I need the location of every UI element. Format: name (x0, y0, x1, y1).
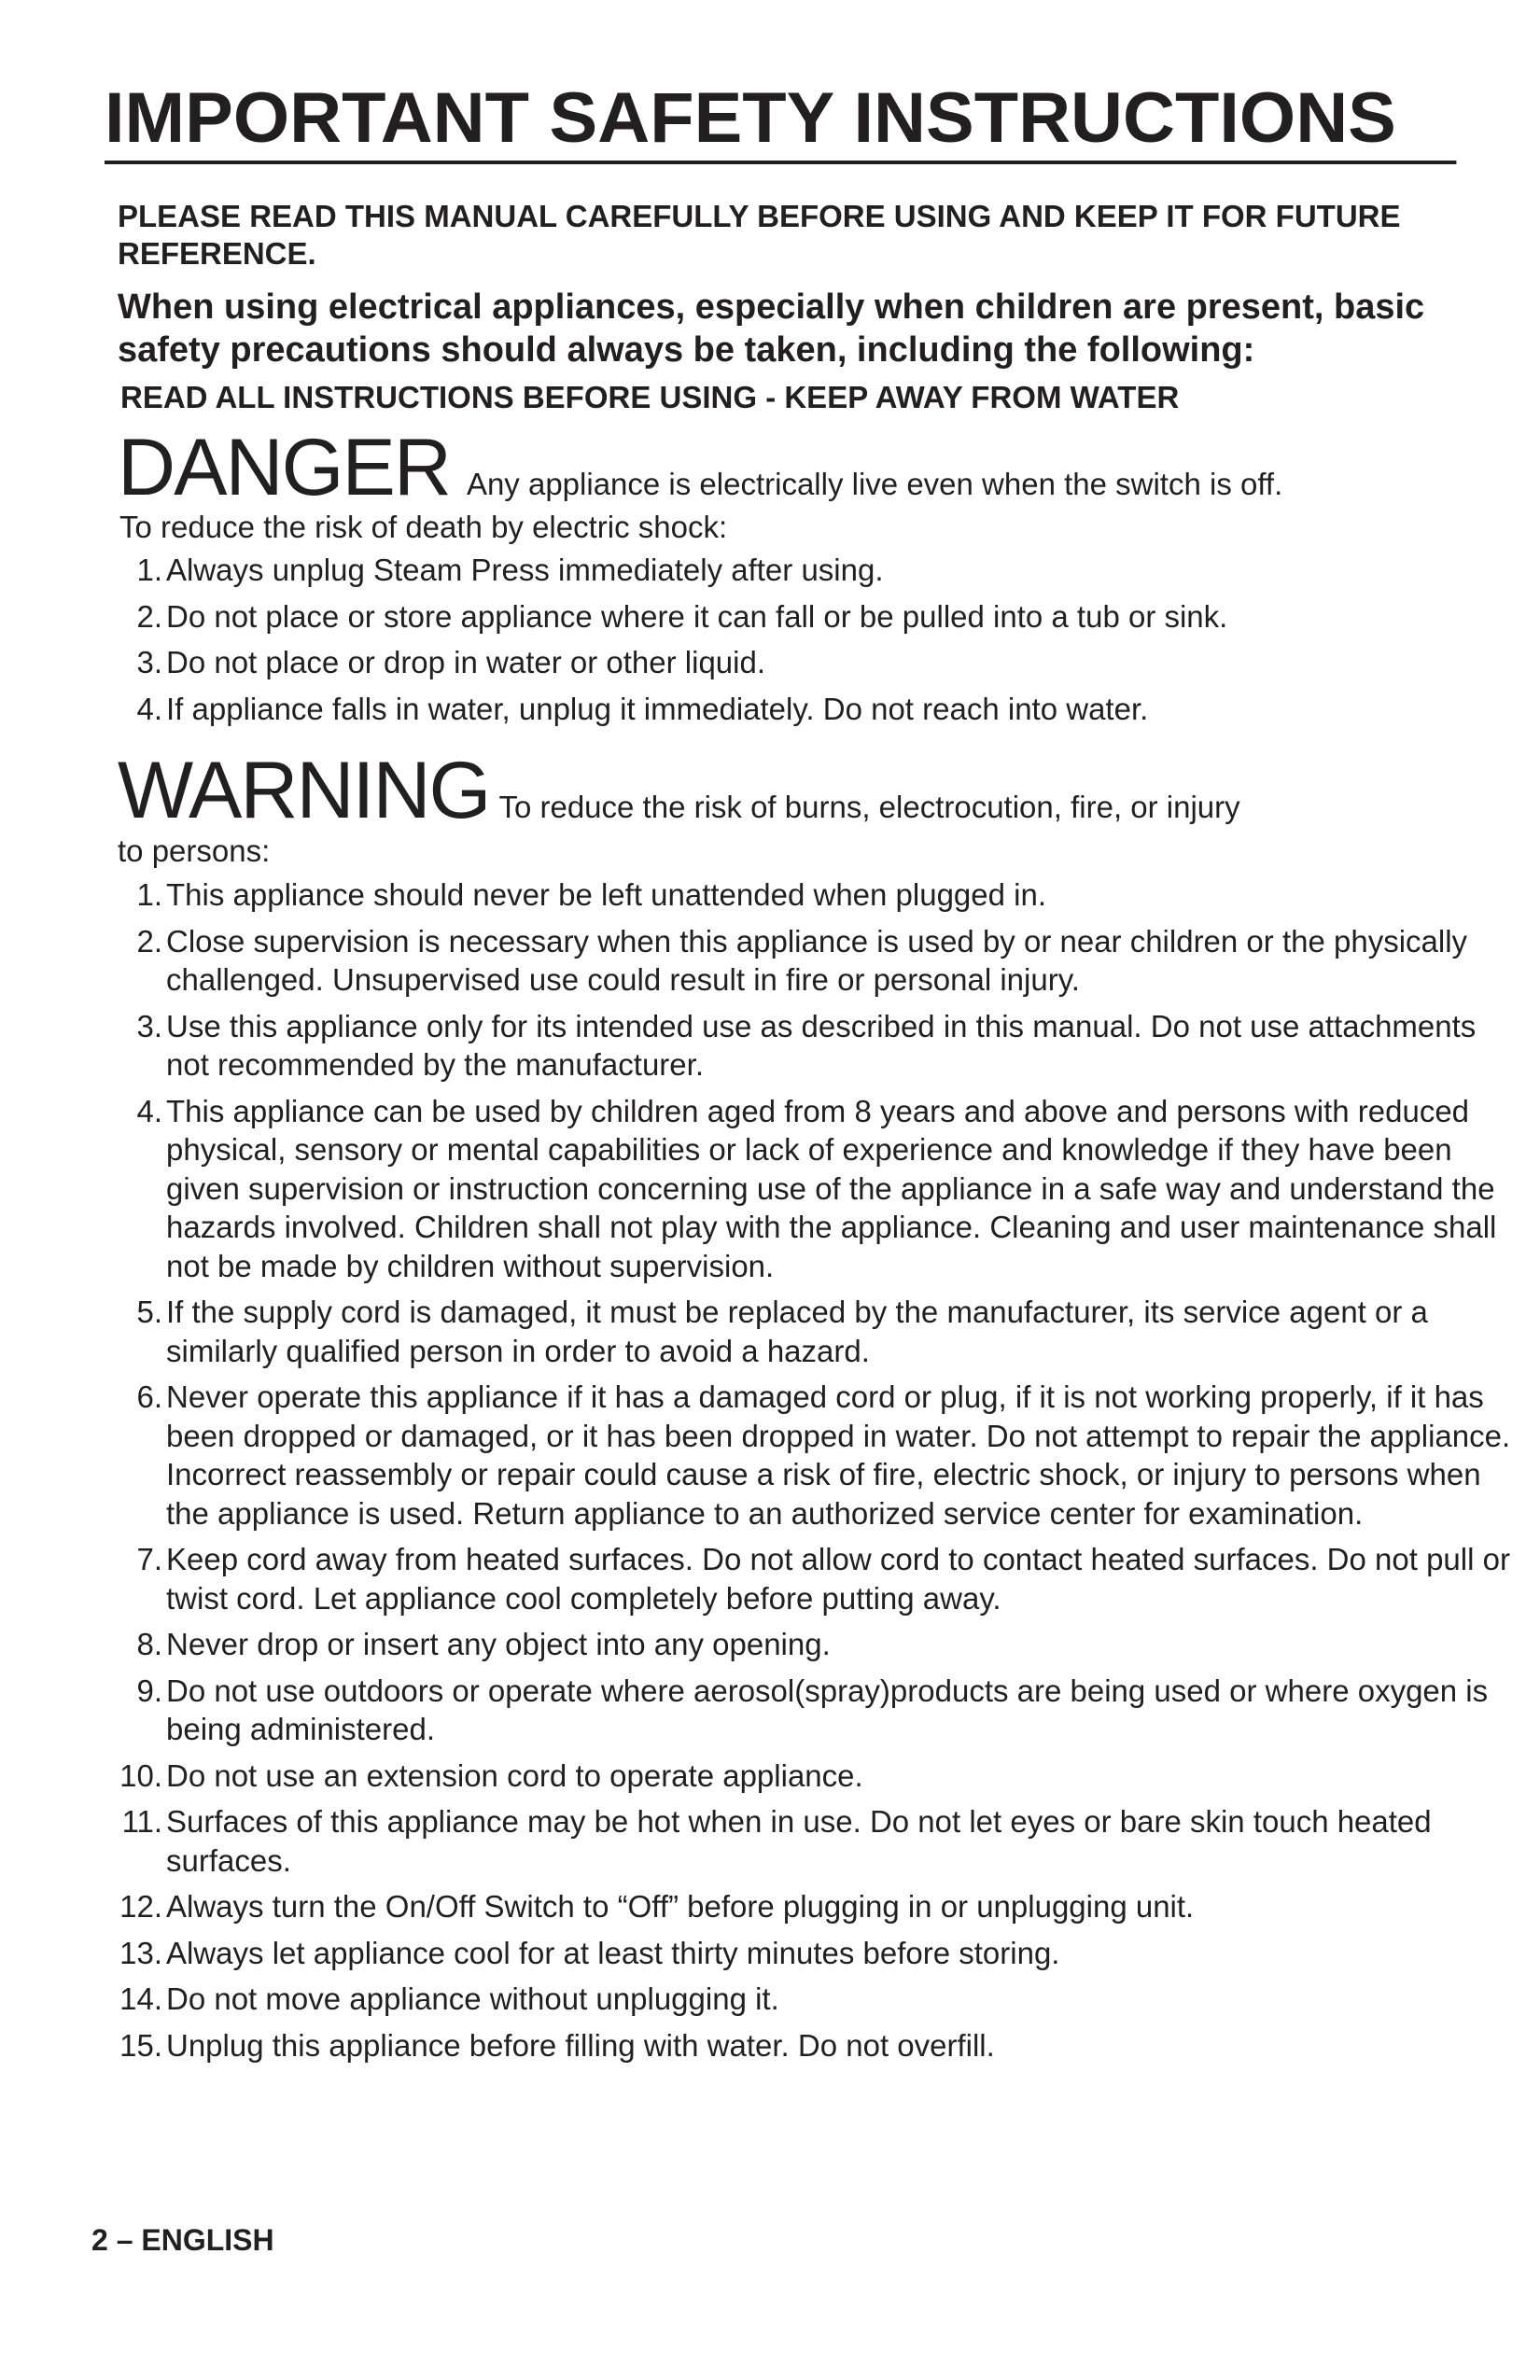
warning-heading-row (118, 746, 1430, 835)
list-item-text: Keep cord away from heated surfaces. Do not allow cord to contact heated surfaces. Do not pull or twist cord. Let appliance cool completely before putting away. (166, 1542, 1510, 1616)
list-item-text: If appliance falls in water, unplug it immediately. Do not reach into water. (166, 691, 1149, 726)
list-item-number: 1. (136, 553, 162, 587)
list-item (105, 1540, 1519, 1617)
list-item-number: 12. (119, 1889, 162, 1924)
list-item-number: 7. (136, 1542, 162, 1576)
list-item-number: 3. (136, 1008, 162, 1043)
list-item-text: Do not move appliance without unplugging it. (166, 1981, 779, 2016)
list-item (105, 1887, 1519, 1926)
list-item-number: 4. (136, 1093, 162, 1128)
list-item-number: 8. (136, 1627, 162, 1661)
list-item-number: 15. (119, 2027, 162, 2063)
list-item-text: Close supervision is necessary when this appliance is used by or near children or the physically challenged. Unsupervised use could result in fire or personal injury. (166, 923, 1468, 997)
list-item (105, 551, 1519, 590)
list-item-text: Always let appliance cool for at least thirty minutes before storing. (166, 1935, 1060, 1970)
list-item-number: 6. (136, 1379, 162, 1414)
list-item-number: 3. (136, 645, 162, 679)
list-item (105, 922, 1519, 1000)
page-title: IMPORTANT SAFETY INSTRUCTIONS (105, 82, 1456, 164)
list-item (105, 643, 1519, 682)
list-item (105, 690, 1519, 729)
list-item (105, 2026, 1519, 2065)
list-item-text: Do not place or drop in water or other liquid. (166, 645, 766, 679)
list-item-number: 1. (136, 877, 162, 912)
list-item (105, 1007, 1519, 1085)
list-item (105, 1934, 1519, 1973)
warning-continuation: to persons: (118, 833, 271, 868)
list-item (105, 1092, 1519, 1286)
list-item-number: 9. (136, 1673, 162, 1708)
warning-heading: WARNING (118, 746, 490, 835)
list-item-number: 2. (136, 598, 162, 634)
document-page (105, 78, 1511, 2072)
list-item-number: 5. (136, 1295, 162, 1329)
list-item-number: 14. (119, 1981, 162, 2016)
danger-heading-text: Any appliance is electrically live even when the switch is off. (466, 467, 1283, 501)
danger-lead: To reduce the risk of death by electric shock: (119, 510, 728, 544)
read-manual-notice: PLEASE READ THIS MANUAL CAREFULLY BEFORE USING AND KEEP IT FOR FUTURE REFERENCE. (118, 199, 1401, 271)
list-item (105, 1802, 1519, 1880)
list-item-number: 2. (136, 923, 162, 959)
precautions-paragraph: When using electrical appliances, especially when children are present, basic safety precautions should always be taken, including the following: (118, 287, 1425, 370)
list-item-number: 11. (121, 1804, 162, 1839)
list-item (105, 1293, 1519, 1370)
list-item-number: 10. (119, 1757, 162, 1793)
danger-heading: DANGER (118, 423, 450, 512)
list-item-text: This appliance should never be left unattended when plugged in. (166, 877, 1047, 912)
list-item (105, 1625, 1519, 1664)
list-item (105, 1757, 1519, 1796)
warning-heading-text: To reduce the risk of burns, electrocution, fire, or injury (498, 790, 1240, 824)
list-item-text: If the supply cord is damaged, it must be replaced by the manufacturer, its service agent or a similarly qualified person in order to avoid a hazard. (166, 1295, 1428, 1368)
list-item-text: Always unplug Steam Press immediately after using. (166, 553, 884, 587)
list-item (105, 1672, 1519, 1749)
warning-list (105, 875, 1511, 2065)
danger-list (105, 551, 1430, 728)
list-item-text: Surfaces of this appliance may be hot when in use. Do not let eyes or bare skin touch heated surfaces. (166, 1804, 1432, 1878)
list-item-text: Never operate this appliance if it has a damaged cord or plug, if it is not working properly, if it has been dropped or damaged, or it has been dropped in water. Do not attempt to repair the appliance. Incorrect reassembly or repair could cause a risk of fire, electric shock, or injury to persons when the appliance is used. Return appliance to an authorized service center for examination. (166, 1379, 1511, 1531)
list-item-text: Do not use an extension cord to operate appliance. (166, 1757, 863, 1793)
list-item-text: This appliance can be used by children aged from 8 years and above and persons with reduced physical, sensory or mental capabilities or lack of experience and knowledge if they have been given supervision or instruction concerning use of the appliance in a safe way and understand the hazards involved. Children shall not play with the appliance. Cleaning and user maintenance shall not be made by children without supervision. (166, 1093, 1497, 1283)
list-item (105, 1980, 1519, 2019)
page-footer: 2 – ENGLISH (91, 2223, 274, 2257)
list-item (105, 875, 1519, 915)
list-item (105, 1378, 1519, 1533)
list-item-text: Use this appliance only for its intended use as described in this manual. Do not use attachments not recommended by the manufacturer. (166, 1008, 1477, 1082)
list-item-number: 4. (136, 691, 162, 726)
list-item-text: Do not use outdoors or operate where aerosol(spray)products are being used or where oxygen is being administered. (166, 1673, 1489, 1746)
read-all-notice: READ ALL INSTRUCTIONS BEFORE USING - KEEP AWAY FROM WATER (120, 380, 1180, 414)
danger-heading-row (118, 423, 1430, 512)
list-item (105, 597, 1519, 637)
list-item-number: 13. (119, 1935, 162, 1970)
list-item-text: Unplug this appliance before filling with water. Do not overfill. (166, 2027, 995, 2063)
list-item-text: Always turn the On/Off Switch to “Off” before plugging in or unplugging unit. (166, 1889, 1195, 1924)
list-item-text: Never drop or insert any object into any opening. (166, 1627, 831, 1661)
list-item-text: Do not place or store appliance where it can fall or be pulled into a tub or sink. (166, 598, 1228, 634)
